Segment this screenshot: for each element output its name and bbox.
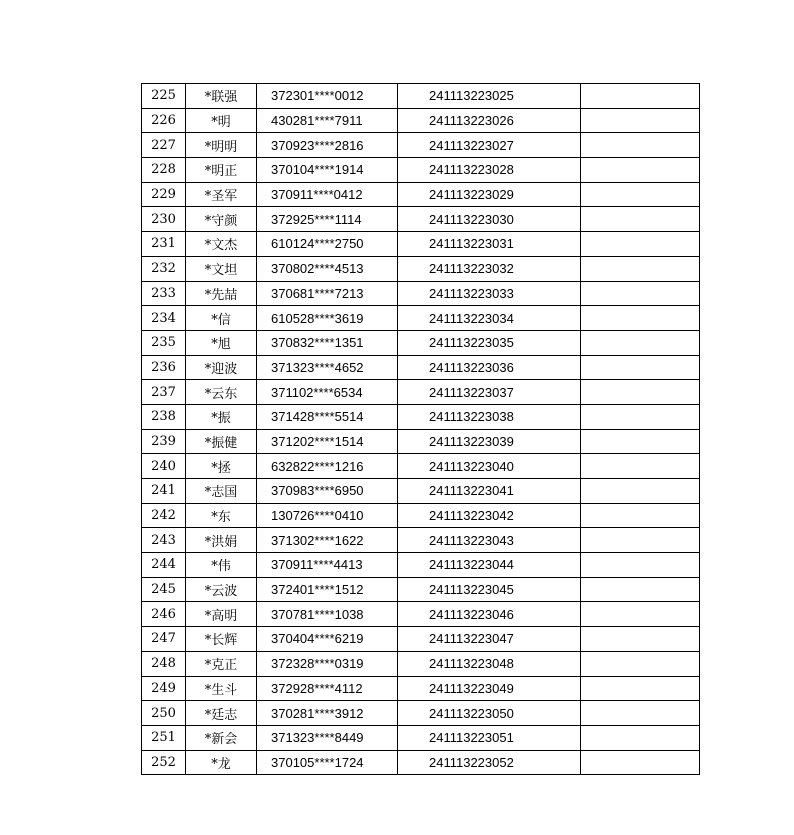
name-cell: *拯 xyxy=(186,454,257,479)
remarks-cell xyxy=(581,84,700,109)
table-row xyxy=(142,380,700,405)
row-number-cell: 239 xyxy=(142,429,186,454)
remarks-cell xyxy=(581,503,700,528)
id-number-cell: 430281****7911 xyxy=(257,108,398,133)
id-number-cell: 370911****0412 xyxy=(257,182,398,207)
roster-table xyxy=(141,83,700,775)
name-cell: *生斗 xyxy=(186,676,257,701)
certificate-number-cell: 241113223025 xyxy=(398,84,581,109)
table-row xyxy=(142,84,700,109)
row-number-cell: 228 xyxy=(142,158,186,183)
id-number-cell: 370681****7213 xyxy=(257,281,398,306)
certificate-number-cell: 241113223036 xyxy=(398,355,581,380)
roster-table-body xyxy=(142,84,700,775)
id-number-cell: 372928****4112 xyxy=(257,676,398,701)
id-number-cell: 371302****1622 xyxy=(257,528,398,553)
table-row xyxy=(142,330,700,355)
name-cell: *克正 xyxy=(186,651,257,676)
table-row xyxy=(142,281,700,306)
name-cell: *振健 xyxy=(186,429,257,454)
name-cell: *志国 xyxy=(186,479,257,504)
id-number-cell: 372401****1512 xyxy=(257,577,398,602)
remarks-cell xyxy=(581,182,700,207)
row-number-cell: 238 xyxy=(142,404,186,429)
certificate-number-cell: 241113223030 xyxy=(398,207,581,232)
row-number-cell: 252 xyxy=(142,750,186,775)
table-row xyxy=(142,404,700,429)
remarks-cell xyxy=(581,750,700,775)
table-row xyxy=(142,232,700,257)
row-number-cell: 250 xyxy=(142,701,186,726)
table-row xyxy=(142,602,700,627)
name-cell: *信 xyxy=(186,306,257,331)
table-row xyxy=(142,158,700,183)
certificate-number-cell: 241113223039 xyxy=(398,429,581,454)
name-cell: *迎波 xyxy=(186,355,257,380)
table-row xyxy=(142,479,700,504)
row-number-cell: 234 xyxy=(142,306,186,331)
table-row xyxy=(142,256,700,281)
remarks-cell xyxy=(581,627,700,652)
certificate-number-cell: 241113223050 xyxy=(398,701,581,726)
row-number-cell: 249 xyxy=(142,676,186,701)
row-number-cell: 245 xyxy=(142,577,186,602)
table-row xyxy=(142,503,700,528)
id-number-cell: 610528****3619 xyxy=(257,306,398,331)
table-row xyxy=(142,108,700,133)
row-number-cell: 225 xyxy=(142,84,186,109)
certificate-number-cell: 241113223043 xyxy=(398,528,581,553)
table-row xyxy=(142,651,700,676)
certificate-number-cell: 241113223037 xyxy=(398,380,581,405)
table-row xyxy=(142,133,700,158)
table-row xyxy=(142,676,700,701)
remarks-cell xyxy=(581,404,700,429)
table-row xyxy=(142,355,700,380)
remarks-cell xyxy=(581,355,700,380)
certificate-number-cell: 241113223046 xyxy=(398,602,581,627)
table-row xyxy=(142,454,700,479)
name-cell: *文杰 xyxy=(186,232,257,257)
table-row xyxy=(142,429,700,454)
id-number-cell: 372925****1114 xyxy=(257,207,398,232)
table-row xyxy=(142,627,700,652)
name-cell: *高明 xyxy=(186,602,257,627)
row-number-cell: 244 xyxy=(142,553,186,578)
row-number-cell: 233 xyxy=(142,281,186,306)
certificate-number-cell: 241113223040 xyxy=(398,454,581,479)
name-cell: *洪娟 xyxy=(186,528,257,553)
id-number-cell: 370802****4513 xyxy=(257,256,398,281)
name-cell: *龙 xyxy=(186,750,257,775)
id-number-cell: 372328****0319 xyxy=(257,651,398,676)
id-number-cell: 130726****0410 xyxy=(257,503,398,528)
name-cell: *东 xyxy=(186,503,257,528)
remarks-cell xyxy=(581,676,700,701)
remarks-cell xyxy=(581,306,700,331)
name-cell: *云波 xyxy=(186,577,257,602)
certificate-number-cell: 241113223033 xyxy=(398,281,581,306)
name-cell: *明明 xyxy=(186,133,257,158)
certificate-number-cell: 241113223035 xyxy=(398,330,581,355)
id-number-cell: 370105****1724 xyxy=(257,750,398,775)
remarks-cell xyxy=(581,380,700,405)
certificate-number-cell: 241113223051 xyxy=(398,725,581,750)
certificate-number-cell: 241113223027 xyxy=(398,133,581,158)
name-cell: *伟 xyxy=(186,553,257,578)
table-row xyxy=(142,750,700,775)
remarks-cell xyxy=(581,207,700,232)
table-row xyxy=(142,207,700,232)
row-number-cell: 247 xyxy=(142,627,186,652)
remarks-cell xyxy=(581,429,700,454)
remarks-cell xyxy=(581,108,700,133)
remarks-cell xyxy=(581,232,700,257)
name-cell: *振 xyxy=(186,404,257,429)
id-number-cell: 370404****6219 xyxy=(257,627,398,652)
row-number-cell: 237 xyxy=(142,380,186,405)
id-number-cell: 632822****1216 xyxy=(257,454,398,479)
certificate-number-cell: 241113223038 xyxy=(398,404,581,429)
row-number-cell: 251 xyxy=(142,725,186,750)
certificate-number-cell: 241113223029 xyxy=(398,182,581,207)
certificate-number-cell: 241113223026 xyxy=(398,108,581,133)
table-row xyxy=(142,701,700,726)
table-row xyxy=(142,725,700,750)
row-number-cell: 235 xyxy=(142,330,186,355)
name-cell: *明正 xyxy=(186,158,257,183)
id-number-cell: 370923****2816 xyxy=(257,133,398,158)
remarks-cell xyxy=(581,553,700,578)
row-number-cell: 236 xyxy=(142,355,186,380)
row-number-cell: 242 xyxy=(142,503,186,528)
table-row xyxy=(142,528,700,553)
remarks-cell xyxy=(581,725,700,750)
certificate-number-cell: 241113223042 xyxy=(398,503,581,528)
name-cell: *联强 xyxy=(186,84,257,109)
id-number-cell: 371202****1514 xyxy=(257,429,398,454)
name-cell: *圣军 xyxy=(186,182,257,207)
id-number-cell: 370781****1038 xyxy=(257,602,398,627)
row-number-cell: 248 xyxy=(142,651,186,676)
row-number-cell: 227 xyxy=(142,133,186,158)
remarks-cell xyxy=(581,133,700,158)
row-number-cell: 240 xyxy=(142,454,186,479)
name-cell: *云东 xyxy=(186,380,257,405)
remarks-cell xyxy=(581,281,700,306)
name-cell: *新会 xyxy=(186,725,257,750)
certificate-number-cell: 241113223048 xyxy=(398,651,581,676)
remarks-cell xyxy=(581,256,700,281)
table-row xyxy=(142,553,700,578)
certificate-number-cell: 241113223028 xyxy=(398,158,581,183)
row-number-cell: 246 xyxy=(142,602,186,627)
certificate-number-cell: 241113223034 xyxy=(398,306,581,331)
id-number-cell: 370832****1351 xyxy=(257,330,398,355)
remarks-cell xyxy=(581,330,700,355)
id-number-cell: 370281****3912 xyxy=(257,701,398,726)
row-number-cell: 226 xyxy=(142,108,186,133)
certificate-number-cell: 241113223041 xyxy=(398,479,581,504)
table-row xyxy=(142,306,700,331)
certificate-number-cell: 241113223032 xyxy=(398,256,581,281)
name-cell: *明 xyxy=(186,108,257,133)
id-number-cell: 370911****4413 xyxy=(257,553,398,578)
certificate-number-cell: 241113223031 xyxy=(398,232,581,257)
name-cell: *守颜 xyxy=(186,207,257,232)
row-number-cell: 229 xyxy=(142,182,186,207)
name-cell: *旭 xyxy=(186,330,257,355)
row-number-cell: 232 xyxy=(142,256,186,281)
certificate-number-cell: 241113223052 xyxy=(398,750,581,775)
remarks-cell xyxy=(581,651,700,676)
row-number-cell: 231 xyxy=(142,232,186,257)
name-cell: *廷志 xyxy=(186,701,257,726)
remarks-cell xyxy=(581,454,700,479)
certificate-number-cell: 241113223044 xyxy=(398,553,581,578)
remarks-cell xyxy=(581,602,700,627)
name-cell: *先喆 xyxy=(186,281,257,306)
id-number-cell: 370104****1914 xyxy=(257,158,398,183)
id-number-cell: 370983****6950 xyxy=(257,479,398,504)
row-number-cell: 241 xyxy=(142,479,186,504)
id-number-cell: 371323****4652 xyxy=(257,355,398,380)
certificate-number-cell: 241113223047 xyxy=(398,627,581,652)
name-cell: *长辉 xyxy=(186,627,257,652)
id-number-cell: 371102****6534 xyxy=(257,380,398,405)
name-cell: *文坦 xyxy=(186,256,257,281)
table-row xyxy=(142,182,700,207)
remarks-cell xyxy=(581,577,700,602)
id-number-cell: 371428****5514 xyxy=(257,404,398,429)
certificate-number-cell: 241113223049 xyxy=(398,676,581,701)
certificate-number-cell: 241113223045 xyxy=(398,577,581,602)
row-number-cell: 230 xyxy=(142,207,186,232)
remarks-cell xyxy=(581,528,700,553)
row-number-cell: 243 xyxy=(142,528,186,553)
table-row xyxy=(142,577,700,602)
remarks-cell xyxy=(581,158,700,183)
id-number-cell: 371323****8449 xyxy=(257,725,398,750)
id-number-cell: 610124****2750 xyxy=(257,232,398,257)
remarks-cell xyxy=(581,701,700,726)
id-number-cell: 372301****0012 xyxy=(257,84,398,109)
remarks-cell xyxy=(581,479,700,504)
